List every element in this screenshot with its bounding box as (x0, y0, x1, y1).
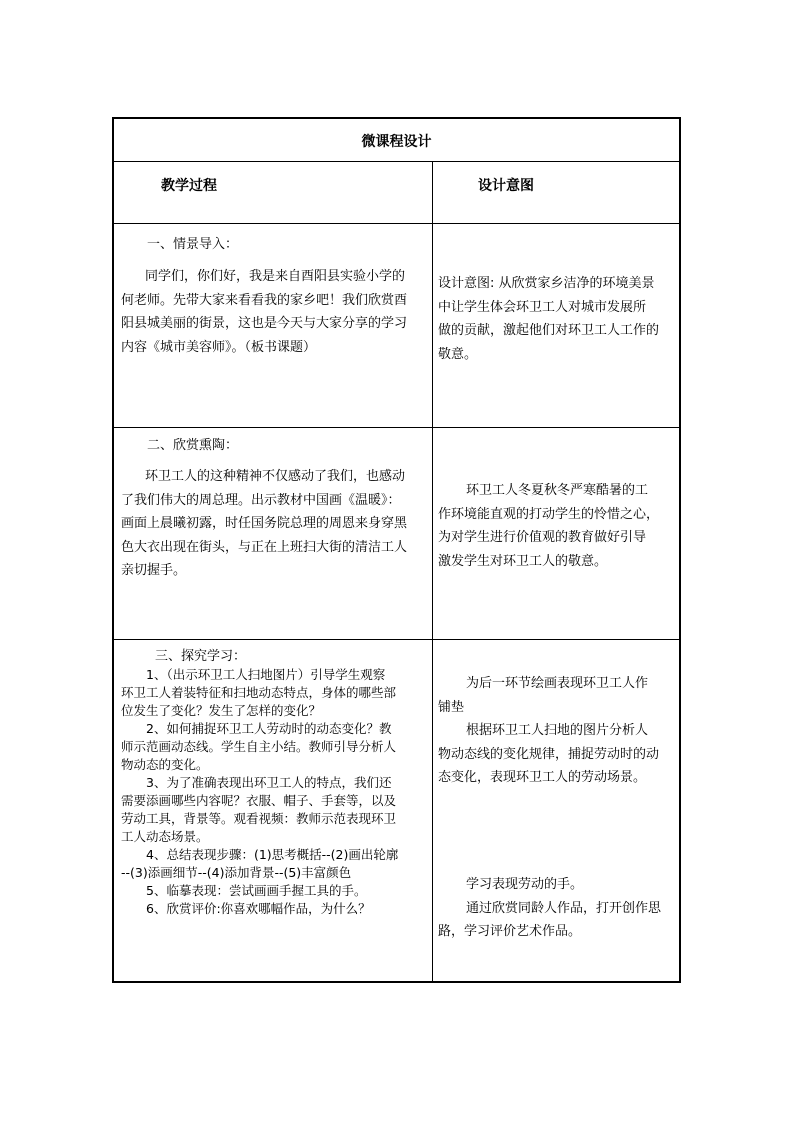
text-line: 为对学生进行价值观的教育做好引导 (438, 530, 647, 545)
text-line: 何老师。先带大家来看看我的家乡吧！我们欣赏酉 (121, 292, 408, 308)
text-line: 画面上晨曦初露，时任国务院总理的周恩来身穿黑 (121, 516, 408, 531)
text-line: 了我们伟大的周总理。出示教材中国画《温暖》： (121, 492, 401, 508)
text-line: 学习表现劳动的手。 (466, 877, 584, 892)
text-line: 6、欣赏评价:你喜欢哪幅作品，为什么？ (146, 901, 371, 916)
text-line: 师示范画动态线。学生自主小结。教师引导分析人 (121, 739, 397, 754)
text-line: 环卫工人着装特征和扫地动态特点，身体的哪些部 (121, 685, 397, 700)
text-line: 敬意。 (438, 346, 478, 362)
section3-intent-part1 (438, 672, 659, 790)
text-line: 物动态线的变化规律，捕捉劳动时的动 (438, 746, 660, 762)
text-line: 物动态的变化。 (121, 757, 209, 772)
text-line: 5、临摹表现：尝试画画手握工具的手。 (146, 883, 367, 898)
section2-intent (438, 479, 659, 573)
table-top-border (112, 117, 681, 119)
section1-divider (112, 427, 681, 428)
text-line: 激发学生对环卫工人的敬意。 (438, 553, 608, 569)
text-line: 作环境能直观的打动学生的怜惜之心， (438, 506, 660, 522)
section3-intent-part2 (438, 873, 661, 944)
text-line: 工人动态场景。 (121, 829, 209, 844)
text-line: --(3)添画细节--(4)添加背景--(5)丰富颜色 (121, 865, 352, 880)
text-line: 需要添画哪些内容呢？衣服、帽子、手套等，以及 (121, 793, 397, 808)
lesson-design-table (112, 117, 681, 983)
text-line: 内容《城市美容师》。（板书课题） (121, 339, 317, 355)
text-line: 4、总结表现步骤：(1)思考概括--(2)画出轮廓 (146, 847, 399, 862)
text-line: 通过欣赏同龄人作品，打开创作思 (466, 900, 662, 916)
text-line: 阳县城美丽的街景，这也是今天与大家分享的学习 (121, 316, 408, 331)
column-divider (432, 161, 433, 983)
text-line: 2、如何捕捉环卫工人劳动时的动态变化？教 (146, 721, 392, 736)
text-line: 亲切握手。 (121, 563, 187, 578)
text-line: 做的贡献，激起他们对环卫工人工作的 (438, 323, 660, 338)
text-line: 劳动工具，背景等。观看视频：教师示范表现环卫 (121, 811, 397, 826)
section1-content (121, 265, 407, 359)
text-line: 铺垫 (438, 699, 465, 715)
section1-heading: 一、情景导入： (147, 237, 239, 252)
text-line: 3、为了准确表现出环卫工人的特点，我们还 (146, 775, 392, 790)
text-line: 中让学生体会环卫工人对城市发展所 (438, 299, 647, 315)
text-line: 态变化，表现环卫工人的劳动场景。 (438, 770, 647, 785)
section1-intent (438, 272, 659, 366)
text-line: 位发生了变化？发生了怎样的变化？ (121, 703, 322, 718)
table-right-border (679, 117, 681, 983)
section3-heading: 三、探究学习： (155, 649, 247, 664)
section3-content (121, 666, 398, 918)
section2-heading: 二、欣赏熏陶： (147, 438, 239, 453)
text-line: 1、（出示环卫工人扫地图片）引导学生观察 (146, 667, 386, 682)
table-title: 微课程设计 (361, 134, 432, 150)
section2-content (121, 465, 407, 583)
text-line: 环卫工人的这种精神不仅感动了我们，也感动 (145, 469, 406, 484)
text-line: 同学们，你们好，我是来自酉阳县实验小学的 (145, 269, 406, 284)
text-line: 设计意图: 从欣赏家乡洁净的环境美景 (438, 276, 655, 291)
header-teaching-process: 教学过程 (161, 178, 217, 194)
text-line: 环卫工人冬夏秋冬严寒酷暑的工 (466, 483, 649, 498)
header-row-divider (112, 223, 681, 224)
table-bottom-border (112, 981, 681, 983)
text-line: 为后一环节绘画表现环卫工人作 (466, 676, 649, 691)
text-line: 根据环卫工人扫地的图片分析人 (466, 723, 649, 738)
text-line: 色大衣出现在街头，与正在上班扫大街的清洁工人 (121, 539, 408, 555)
table-left-border (112, 117, 114, 983)
text-line: 路，学习评价艺术作品。 (438, 924, 582, 939)
title-row-divider (112, 161, 681, 162)
section2-divider (112, 639, 681, 640)
header-design-intent: 设计意图 (478, 178, 534, 194)
